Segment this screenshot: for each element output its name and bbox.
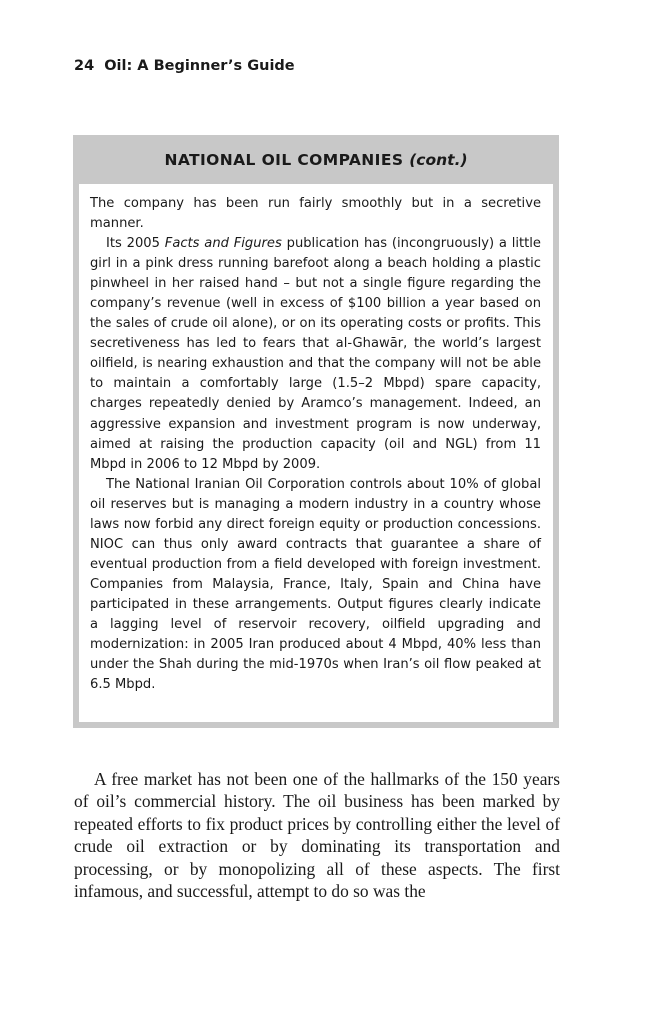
body-paragraph-1: A free market has not been one of the hallmarks of the 150 years of oil’s commercial history. The oil business has been marked by repeated efforts to fix product prices by controlling either the level of crude oil extraction or by dominating its transportation and processing, or by monopolizing all of these aspects. The first infamous, and successful, attempt to do so was the xyxy=(74,769,560,902)
publication-title: Facts and Figures xyxy=(164,236,282,252)
running-head xyxy=(74,58,295,74)
main-text xyxy=(74,768,560,902)
book-title: Oil: A Beginner’s Guide xyxy=(104,58,295,74)
box-content xyxy=(79,184,553,722)
sidebar-box xyxy=(73,135,559,728)
box-paragraph-2-post: publication has (incongruously) a little girl in a pink dress running barefoot along a beach holding a plastic pinwheel in her raised hand – but not a single figure regarding the company’s revenue (well in excess of $100 billion a year based on the sales of crude oil alone), or on its operating costs or profits. This secretiveness has led to fears that al-Ghawār, the world’s largest oilfield, is nearing exhaustion and that the company will not be able to maintain a comfortably large (1.5–2 Mbpd) spare capacity, charges repeatedly denied by Aramco’s management. Indeed, an aggressive expansion and investment program is now underway, aimed at raising the production capacity (oil and NGL) from 11 Mbpd in 2006 to 12 Mbpd by 2009. xyxy=(90,236,541,472)
box-title xyxy=(73,135,559,184)
box-paragraph-2-pre: Its 2005 xyxy=(106,236,165,252)
box-paragraph-2 xyxy=(90,234,541,475)
box-title-text: NATIONAL OIL COMPANIES xyxy=(164,150,404,169)
box-paragraph-1: The company has been run fairly smoothly but in a secretive manner. xyxy=(90,196,541,232)
page-number: 24 xyxy=(74,58,95,74)
box-paragraph-3: The National Iranian Oil Corporation controls about 10% of global oil reserves but is managing a modern industry in a country whose laws now forbid any direct foreign equity or production concessions. NIOC can thus only award contracts that guarantee a share of eventual production from a field developed with foreign investment. Companies from Malaysia, France, Italy, Spain and China have participated in these arrangements. Output figures clearly indicate a lagging level of reservoir recovery, oilfield upgrading and modernization: in 2005 Iran produced about 4 Mbpd, 40% less than under the Shah during the mid-1970s when Iran’s oil flow peaked at 6.5 Mbpd. xyxy=(90,476,541,693)
box-title-cont: (cont.) xyxy=(409,150,468,169)
